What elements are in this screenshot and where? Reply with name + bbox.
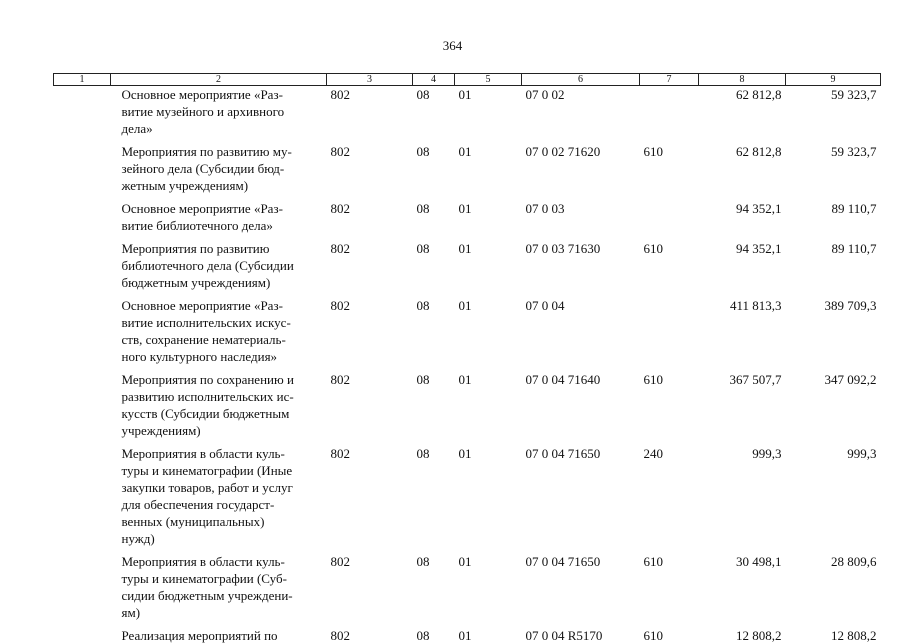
column-header: 7 <box>640 74 699 86</box>
cell-section-code: 08 <box>413 547 455 621</box>
cell-target-article: 07 0 03 <box>522 194 640 234</box>
table-row <box>54 86 881 138</box>
cell-column-1 <box>54 547 111 621</box>
name-line: Мероприятия по сохранению и <box>122 371 327 388</box>
cell-amount-col-8: 62 812,8 <box>699 137 786 194</box>
cell-section-code: 08 <box>413 194 455 234</box>
cell-name <box>111 291 327 365</box>
cell-target-article: 07 0 04 71640 <box>522 365 640 439</box>
cell-subsection-code: 01 <box>455 137 522 194</box>
name-line: Основное мероприятие «Раз- <box>122 200 327 217</box>
cell-subsection-code: 01 <box>455 194 522 234</box>
cell-section-code: 08 <box>413 439 455 547</box>
cell-amount-col-9: 12 808,2 <box>786 621 881 644</box>
cell-section-code: 08 <box>413 291 455 365</box>
column-header: 2 <box>111 74 327 86</box>
column-header: 8 <box>699 74 786 86</box>
name-line: венных (муниципальных) <box>122 513 327 530</box>
cell-department-code: 802 <box>327 86 413 138</box>
cell-expense-type: 610 <box>640 137 699 194</box>
table-row <box>54 365 881 439</box>
table-row <box>54 234 881 291</box>
cell-section-code: 08 <box>413 234 455 291</box>
cell-subsection-code: 01 <box>455 439 522 547</box>
header-row <box>54 74 881 86</box>
cell-department-code: 802 <box>327 234 413 291</box>
cell-department-code: 802 <box>327 194 413 234</box>
cell-target-article: 07 0 02 71620 <box>522 137 640 194</box>
name-line: ств, сохранение нематериаль- <box>122 331 327 348</box>
name-line: жетным учреждениям) <box>122 177 327 194</box>
cell-amount-col-8: 999,3 <box>699 439 786 547</box>
cell-department-code: 802 <box>327 621 413 644</box>
name-line: библиотечного дела (Субсидии <box>122 257 327 274</box>
cell-amount-col-8: 94 352,1 <box>699 234 786 291</box>
cell-amount-col-8: 94 352,1 <box>699 194 786 234</box>
cell-target-article: 07 0 03 71630 <box>522 234 640 291</box>
cell-column-1 <box>54 439 111 547</box>
name-line: Мероприятия по развитию му- <box>122 143 327 160</box>
name-line: нужд) <box>122 530 327 547</box>
cell-expense-type: 240 <box>640 439 699 547</box>
name-line: Мероприятия в области куль- <box>122 445 327 462</box>
cell-name <box>111 439 327 547</box>
cell-target-article: 07 0 04 71650 <box>522 547 640 621</box>
name-line: дела» <box>122 120 327 137</box>
cell-column-1 <box>54 234 111 291</box>
cell-expense-type <box>640 194 699 234</box>
cell-department-code: 802 <box>327 547 413 621</box>
cell-subsection-code: 01 <box>455 547 522 621</box>
name-line: закупки товаров, работ и услуг <box>122 479 327 496</box>
budget-table <box>53 73 881 644</box>
cell-name <box>111 365 327 439</box>
name-line: ного культурного наследия» <box>122 348 327 365</box>
cell-name <box>111 194 327 234</box>
cell-name <box>111 137 327 194</box>
cell-name <box>111 234 327 291</box>
cell-amount-col-8: 30 498,1 <box>699 547 786 621</box>
cell-name <box>111 621 327 644</box>
cell-amount-col-8: 411 813,3 <box>699 291 786 365</box>
name-line: Основное мероприятие «Раз- <box>122 297 327 314</box>
cell-section-code: 08 <box>413 137 455 194</box>
column-header: 9 <box>786 74 881 86</box>
cell-amount-col-9: 389 709,3 <box>786 291 881 365</box>
cell-amount-col-8: 12 808,2 <box>699 621 786 644</box>
cell-column-1 <box>54 365 111 439</box>
name-line: витие музейного и архивного <box>122 103 327 120</box>
name-line: учреждениям) <box>122 422 327 439</box>
cell-subsection-code: 01 <box>455 234 522 291</box>
cell-expense-type <box>640 86 699 138</box>
cell-expense-type: 610 <box>640 234 699 291</box>
name-line: Реализация мероприятий по <box>122 627 327 644</box>
name-line: развитию исполнительских ис- <box>122 388 327 405</box>
table-row <box>54 439 881 547</box>
name-line: Мероприятия в области куль- <box>122 553 327 570</box>
cell-column-1 <box>54 621 111 644</box>
name-line: витие исполнительских искус- <box>122 314 327 331</box>
cell-department-code: 802 <box>327 291 413 365</box>
cell-amount-col-9: 59 323,7 <box>786 86 881 138</box>
cell-department-code: 802 <box>327 137 413 194</box>
table-body <box>54 86 881 644</box>
cell-amount-col-9: 89 110,7 <box>786 234 881 291</box>
cell-column-1 <box>54 137 111 194</box>
column-header: 6 <box>522 74 640 86</box>
cell-department-code: 802 <box>327 439 413 547</box>
table-row <box>54 194 881 234</box>
name-line: туры и кинематографии (Иные <box>122 462 327 479</box>
table-row <box>54 291 881 365</box>
cell-column-1 <box>54 86 111 138</box>
cell-column-1 <box>54 291 111 365</box>
cell-target-article: 07 0 02 <box>522 86 640 138</box>
cell-amount-col-9: 89 110,7 <box>786 194 881 234</box>
table-row <box>54 137 881 194</box>
cell-expense-type: 610 <box>640 621 699 644</box>
cell-subsection-code: 01 <box>455 291 522 365</box>
cell-amount-col-9: 28 809,6 <box>786 547 881 621</box>
name-line: кусств (Субсидии бюджетным <box>122 405 327 422</box>
cell-amount-col-9: 347 092,2 <box>786 365 881 439</box>
column-header: 3 <box>327 74 413 86</box>
cell-name <box>111 547 327 621</box>
cell-section-code: 08 <box>413 621 455 644</box>
table-row <box>54 621 881 644</box>
table-row <box>54 547 881 621</box>
column-header: 1 <box>54 74 111 86</box>
cell-amount-col-9: 999,3 <box>786 439 881 547</box>
column-header: 5 <box>455 74 522 86</box>
name-line: витие библиотечного дела» <box>122 217 327 234</box>
cell-department-code: 802 <box>327 365 413 439</box>
cell-target-article: 07 0 04 R5170 <box>522 621 640 644</box>
cell-subsection-code: 01 <box>455 621 522 644</box>
name-line: сидии бюджетным учреждени- <box>122 587 327 604</box>
cell-target-article: 07 0 04 <box>522 291 640 365</box>
cell-column-1 <box>54 194 111 234</box>
name-line: Мероприятия по развитию <box>122 240 327 257</box>
cell-amount-col-8: 367 507,7 <box>699 365 786 439</box>
name-line: Основное мероприятие «Раз- <box>122 86 327 103</box>
cell-expense-type <box>640 291 699 365</box>
cell-section-code: 08 <box>413 365 455 439</box>
cell-section-code: 08 <box>413 86 455 138</box>
cell-target-article: 07 0 04 71650 <box>522 439 640 547</box>
page-number: 364 <box>0 38 905 54</box>
cell-amount-col-8: 62 812,8 <box>699 86 786 138</box>
name-line: туры и кинематографии (Суб- <box>122 570 327 587</box>
cell-amount-col-9: 59 323,7 <box>786 137 881 194</box>
name-line: зейного дела (Субсидии бюд- <box>122 160 327 177</box>
cell-subsection-code: 01 <box>455 365 522 439</box>
cell-name <box>111 86 327 138</box>
cell-subsection-code: 01 <box>455 86 522 138</box>
name-line: для обеспечения государст- <box>122 496 327 513</box>
name-line: ям) <box>122 604 327 621</box>
name-line: бюджетным учреждениям) <box>122 274 327 291</box>
cell-expense-type: 610 <box>640 365 699 439</box>
column-header: 4 <box>413 74 455 86</box>
cell-expense-type: 610 <box>640 547 699 621</box>
